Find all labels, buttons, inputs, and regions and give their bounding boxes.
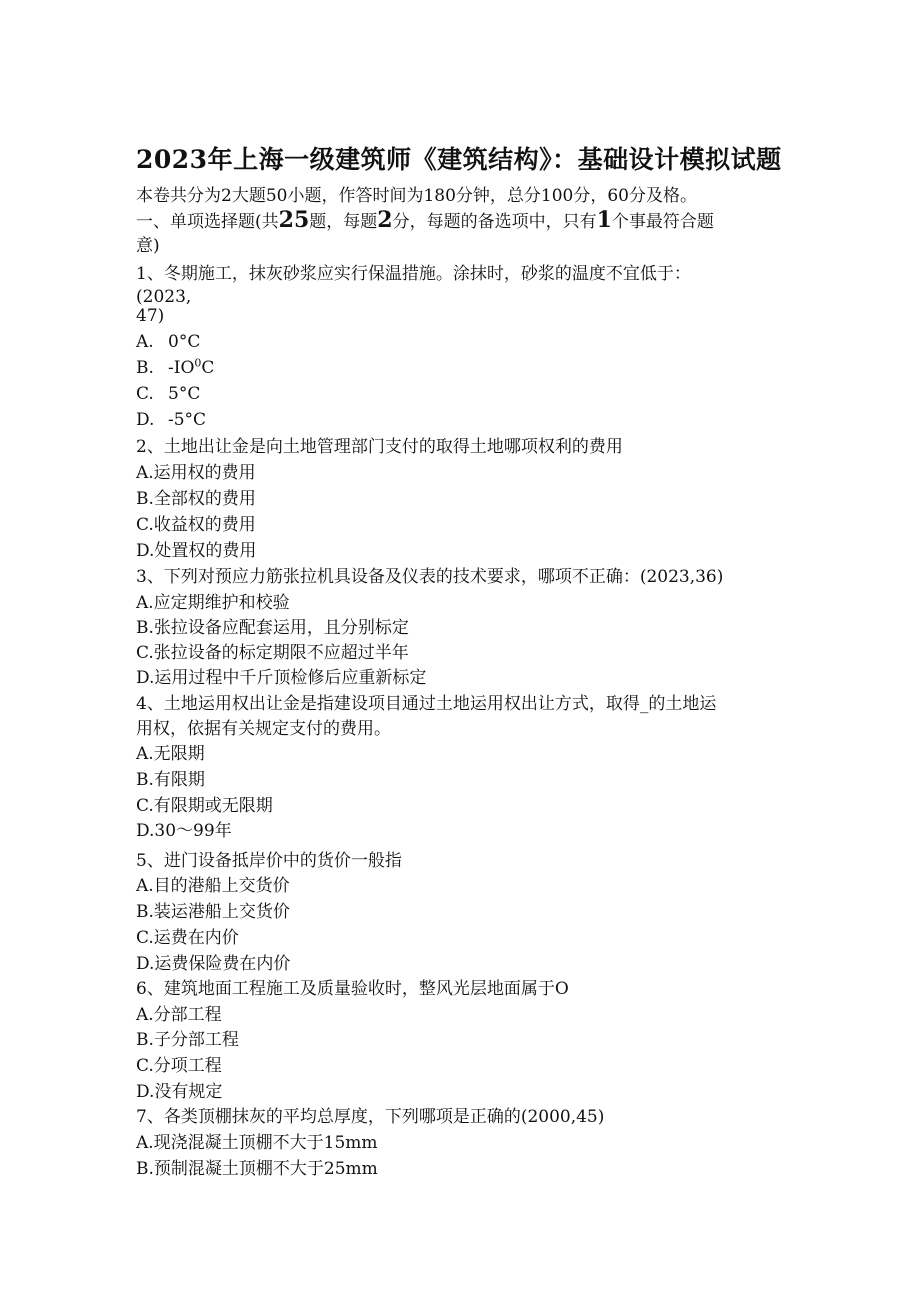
- question-5-option-c: C.运费在内价: [136, 928, 239, 948]
- question-4-stem-cont: 用权，依据有关规定支付的费用。: [136, 719, 391, 739]
- question-4-option-b: B.有限期: [136, 770, 205, 790]
- question-5-option-a: A.目的港船上交货价: [136, 876, 290, 896]
- question-6-option-a: A.分部工程: [136, 1005, 222, 1025]
- question-1-option-a: A. 0°C: [136, 332, 201, 352]
- section-heading-cont: 意): [136, 236, 160, 256]
- question-6-option-d: D.没有规定: [136, 1082, 223, 1102]
- question-1-stem: 1、冬期施工，抹灰砂浆应实行保温措施。涂抹时，砂浆的温度不宜低于：: [136, 264, 691, 284]
- question-6-option-b: B.子分部工程: [136, 1030, 239, 1050]
- question-3-option-b: B.张拉设备应配套运用，且分别标定: [136, 618, 409, 638]
- section-heading: 一、单项选择题(共25题，每题2分，每题的备选项中，只有1个事最符合题: [136, 207, 714, 233]
- question-2-option-d: D.处置权的费用: [136, 541, 257, 561]
- question-4-option-d: D.30～99年: [136, 821, 232, 841]
- question-3-option-a: A.应定期维护和校验: [136, 593, 290, 613]
- document-title: 2023年上海一级建筑师《建筑结构》：基础设计模拟试题: [136, 145, 782, 174]
- question-2-stem: 2、土地出让金是向土地管理部门支付的取得土地哪项权利的费用: [136, 437, 623, 457]
- question-1-option-b: B. $-IO^0C$: [136, 356, 215, 378]
- question-7-option-b: B.预制混凝土顶棚不大于25mm: [136, 1159, 378, 1179]
- question-1-ref-cont: 47): [136, 306, 165, 326]
- question-2-option-c: C.收益权的费用: [136, 515, 256, 535]
- question-3-option-c: C.张拉设备的标定期限不应超过半年: [136, 643, 409, 663]
- question-7-stem: 7、各类顶棚抹灰的平均总厚度，下列哪项是正确的(2000,45): [136, 1107, 605, 1127]
- question-1-option-d: D. -5°C: [136, 410, 207, 430]
- question-6-stem: 6、建筑地面工程施工及质量验收时，整风光层地面属于O: [136, 979, 569, 999]
- question-4-option-c: C.有限期或无限期: [136, 796, 273, 816]
- question-4-option-a: A.无限期: [136, 744, 205, 764]
- question-5-stem: 5、进门设备抵岸价中的货价一般指: [136, 851, 402, 871]
- exam-intro: 本卷共分为2大题50小题，作答时间为180分钟，总分100分，60分及格。: [136, 186, 697, 206]
- question-5-option-d: D.运费保险费在内价: [136, 954, 291, 974]
- question-1-option-c: C. 5°C: [136, 384, 201, 404]
- question-5-option-b: B.装运港船上交货价: [136, 902, 290, 922]
- question-6-option-c: C.分项工程: [136, 1056, 222, 1076]
- question-7-option-a: A.现浇混凝土顶棚不大于15mm: [136, 1133, 378, 1153]
- question-2-option-a: A.运用权的费用: [136, 463, 256, 483]
- question-2-option-b: B.全部权的费用: [136, 489, 256, 509]
- question-1-ref: (2023,: [136, 287, 192, 307]
- question-3-stem: 3、下列对预应力筋张拉机具设备及仪表的技术要求，哪项不正确：(2023,36): [136, 567, 724, 587]
- question-3-option-d: D.运用过程中千斤顶检修后应重新标定: [136, 668, 427, 688]
- question-4-stem: 4、土地运用权出让金是指建设项目通过土地运用权出让方式，取得_的土地运: [136, 694, 717, 714]
